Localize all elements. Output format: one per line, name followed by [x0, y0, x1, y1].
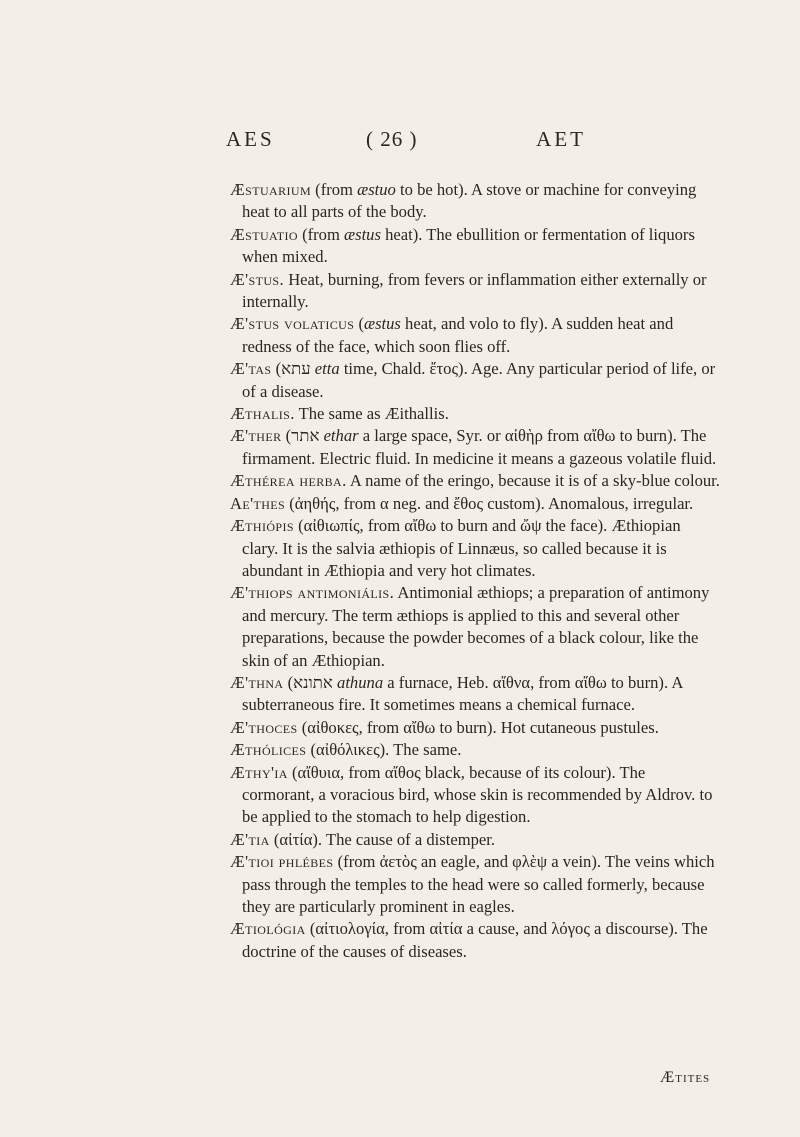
catchword: Ætites — [660, 1069, 711, 1086]
headword: Æstuatio — [230, 224, 298, 244]
entry: Ætiológia (αἰτιολογία, from αἰτία a cause, and λόγος a discourse). The doctrine of the causes of diseases. — [230, 919, 708, 961]
header-right: AET — [536, 127, 586, 151]
headword: Æ'thoces — [230, 717, 298, 737]
headword: Ætiológia — [230, 919, 306, 939]
headword: Æ'stus volaticus — [230, 314, 355, 334]
entry: Æ'thoces (αἰθοκες, from αἴθω to burn). Hot cutaneous pustules. — [230, 717, 659, 737]
entry: Æthiópis (αἰθιωπίς, from αἴθω to burn and ὤψ the face). Æthiopian clary. It is the salvia æthiopis of Linnæus, so called because it is abundant in Æthiopia and very hot climates. — [230, 516, 681, 580]
entry: Ae'thes (ἀηθής, from α neg. and ἔθος custom). Anomalous, irregular. — [230, 493, 694, 513]
headword: Æthalis. — [230, 404, 295, 424]
entry: Æ'tas (עתא etta time, Chald. ἔτος). Age. Any particular period of life, or of a disease. — [230, 359, 716, 401]
entry: Æstuarium (from æstuo to be hot). A stove or machine for conveying heat to all parts of the body. — [230, 180, 697, 222]
headword: Æ'tas — [230, 359, 272, 379]
headword: Æ'ther — [230, 426, 282, 446]
headword: Æ'thiops antimoniális. — [230, 583, 395, 603]
header-left: AES — [226, 127, 275, 151]
entry: Æthérea herba. A name of the eringo, because it is of a sky-blue colour. — [230, 471, 720, 491]
entry: Æ'tia (αἰτία). The cause of a distemper. — [230, 829, 496, 849]
headword: Æstuarium — [230, 180, 312, 199]
headword: Æthy'ia — [230, 762, 288, 782]
entry: Æthy'ia (αἴθυια, from αἴθος black, because of its colour). The cormorant, a voracious bird, whose skin is recommended by Aldrov. to be applied to the stomach to help digestion. — [230, 762, 713, 827]
headword: Æthólices — [230, 740, 307, 760]
entry: Æ'stus. Heat, burning, from fevers or inflammation either externally or internally. — [230, 269, 707, 312]
entry-list — [230, 179, 720, 963]
entry: Æ'stus volaticus (æstus heat, and volo to fly). A sudden heat and redness of the face, which soon flies off. — [230, 314, 674, 356]
entry: Æ'ther (אתר ethar a large space, Syr. or αἰθὴρ from αἴθω to burn). The firmament. Electric fluid. In medicine it means a gazeous volatile fluid. — [230, 426, 717, 468]
headword: Æ'stus. — [230, 269, 285, 289]
headword: Æthérea herba. — [230, 471, 347, 491]
entry: Æ'tioi phlébes (from ἀετὸς an eagle, and φλὲψ a vein). The veins which pass through the temples to the head were so called formerly, because they are particularly prominent in eagles. — [230, 852, 715, 916]
headword: Æ'thna — [230, 672, 284, 692]
entry: Æ'thna (אתונא athuna a furnace, Heb. αἴθνα, from αἴθω to burn). A subterraneous fire. It sometimes means a chemical furnace. — [230, 672, 683, 715]
page-number: ( 26 ) — [366, 127, 418, 151]
headword: Æ'tioi phlébes — [230, 852, 334, 872]
headword: Æthiópis — [230, 516, 294, 536]
entry: Æstuatio (from æstus heat). The ebullition or fermentation of liquors when mixed. — [230, 224, 695, 267]
entry: Æ'thiops antimoniális. Antimonial æthiops; a preparation of antimony and mercury. The term æthiops is applied to this and several other preparations, because the powder becomes of a black colour, like the skin of an Æthiopian. — [230, 583, 710, 670]
running-header — [226, 127, 586, 159]
entry: Æthólices (αἰθόλικες). The same. — [230, 740, 462, 760]
headword: Æ'tia — [230, 829, 270, 849]
headword: Ae'thes — [230, 493, 286, 513]
entry: Æthalis. The same as Æithallis. — [230, 404, 449, 424]
